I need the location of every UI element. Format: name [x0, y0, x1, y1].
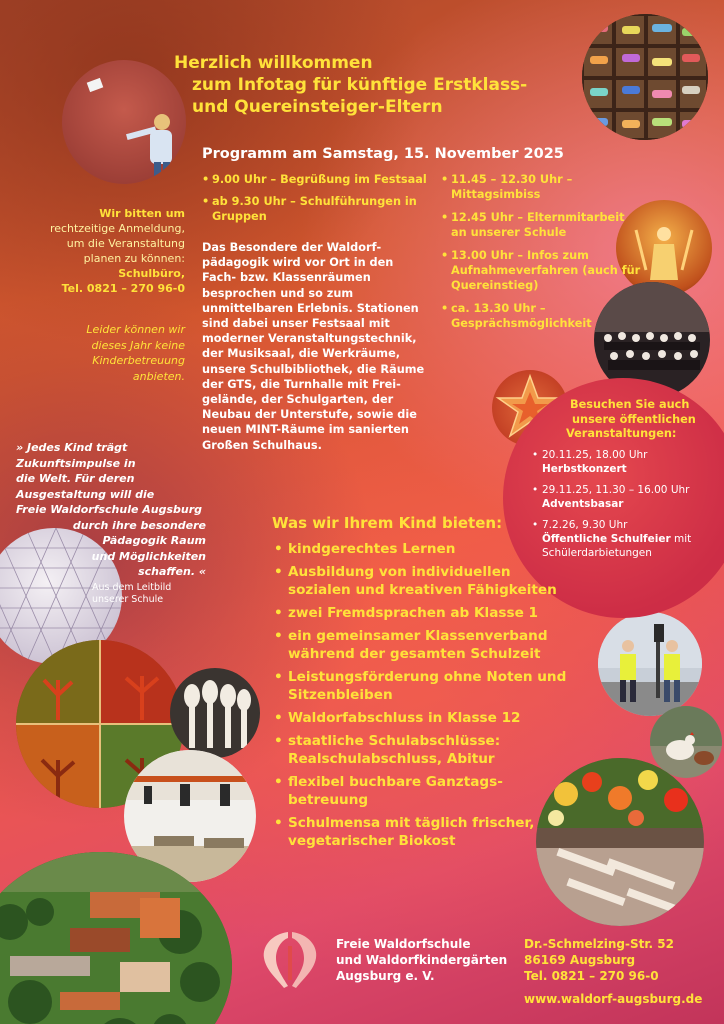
website-link[interactable]: www.waldorf-augsburg.de — [524, 992, 703, 1006]
offer-item: • staatliche Schulabschlüsse: Realschulabschluss, Abitur — [274, 732, 574, 768]
title-line-1: Herzlich willkommen — [174, 53, 373, 73]
program-item: • 13.00 Uhr – Infos zum Aufnahmeverfahren (auch für Quereinstieg) — [441, 248, 641, 293]
events-heading — [560, 398, 710, 442]
events-heading-line: Besuchen Sie auch — [570, 398, 690, 411]
offer-item: • Schulmensa mit täglich frischer, vegetarischer Biokost — [274, 814, 574, 850]
quote-line: schaffen. « — [138, 565, 206, 578]
crossing-guards-photo — [598, 612, 702, 716]
page-title — [174, 52, 527, 118]
organization-line: Augsburg e. V. — [336, 969, 435, 983]
offer-item: • Waldorfabschluss in Klasse 12 — [274, 709, 574, 727]
registration-phone: Tel. 0821 – 270 96-0 — [61, 282, 185, 295]
address-city: 86169 Augsburg — [524, 953, 636, 967]
event-date: 20.11.25, 18.00 Uhr — [542, 449, 648, 461]
organization-line: Freie Waldorfschule — [336, 937, 471, 951]
events-heading-line: unsere öffentlichen — [572, 412, 696, 426]
address-phone: Tel. 0821 – 270 96-0 — [524, 969, 659, 983]
event-title: Öffentliche Schulfeier — [542, 533, 671, 545]
offer-heading: Was wir Ihrem Kind bieten: — [272, 514, 503, 532]
organization-name — [336, 936, 526, 984]
no-childcare-line: anbieten. — [132, 369, 185, 383]
event-item — [532, 448, 712, 476]
registration-line: rechtzeitige Anmeldung, — [49, 222, 185, 235]
pastel-crayons-photo — [582, 14, 708, 140]
offer-list — [274, 540, 574, 855]
offer-item: • flexibel buchbare Ganztagsbetreuung — [274, 773, 574, 809]
offer-item: • Ausbildung von individuellen sozialen und kreativen Fähigkeiten — [274, 563, 574, 599]
title-line-2: zum Infotag für künftige Erstklass- — [192, 75, 528, 95]
registration-line: Wir bitten um — [99, 207, 185, 220]
event-title: Adventsbasar — [542, 498, 624, 510]
registration-line: planen zu können: — [83, 252, 185, 265]
quote-source-line: Aus dem Leitbild — [92, 582, 172, 593]
program-item: • ab 9.30 Uhr – Schulführungen in Gruppen — [202, 194, 427, 224]
event-extra: mit Schülerdarbietungen — [542, 533, 692, 559]
no-childcare-line: dieses Jahr keine — [91, 338, 185, 352]
quote-line: die Welt. Für deren — [16, 472, 135, 485]
quote-line: » Jedes Kind trägt — [16, 441, 128, 454]
program-item: • 12.45 Uhr – Elternmitarbeit an unserer Schule — [441, 210, 641, 240]
program-item: • ca. 13.30 Uhr – Gesprächsmöglichkeit — [441, 301, 641, 331]
program-description: Das Besondere der Waldorfpädagogik wird vor Ort in den Fach- bzw. Klassenräumen besprochen und so zum unmittelbaren Erlebnis. Stationen sind dabei unser Festsaal mit moderner Veranstaltungstechnik, der Musiksaal, die Werkräume, unsere Schulbibliothek, die Räume der GTS, die Turnhalle mit Freigelände, der Schulgarten, der Neubau der Unterstufe, sowie die neuen MINT-Räume im sanierten Großen Schulhaus. — [202, 241, 425, 452]
quote-line: Zukunftsimpulse in — [16, 456, 136, 470]
registration-line: Schulbüro, — [118, 267, 185, 280]
quote-source-line: unserer Schule — [92, 594, 164, 605]
registration-note — [30, 206, 185, 296]
event-item — [532, 483, 712, 511]
chickens-photo — [650, 706, 722, 778]
program-right-list — [441, 172, 641, 339]
title-line-3: und Quereinsteiger-Eltern — [192, 97, 443, 117]
address-street: Dr.-Schmelzing-Str. 52 — [524, 937, 674, 951]
event-date: 29.11.25, 11.30 – 16.00 Uhr — [542, 484, 690, 496]
quote-line: Pädagogik Raum — [102, 534, 206, 547]
no-childcare-note — [30, 322, 185, 384]
offer-item: • zwei Fremdsprachen ab Klasse 1 — [274, 604, 574, 622]
program-item: • 9.00 Uhr – Begrüßung im Festsaal — [202, 172, 427, 187]
school-logo-icon — [258, 928, 322, 990]
event-date: 7.2.26, 9.30 Uhr — [542, 519, 628, 531]
mission-quote — [16, 440, 206, 580]
events-heading-line: Veranstaltungen: — [566, 427, 677, 440]
offer-item: • kindgerechtes Lernen — [274, 540, 574, 558]
program-heading: Programm am Samstag, 15. November 2025 — [202, 146, 564, 162]
program-left-list — [202, 172, 427, 231]
quote-line: durch ihre besondere — [72, 518, 206, 532]
offer-item: • Leistungsförderung ohne Noten und Sitzenbleiben — [274, 668, 574, 704]
quote-source — [92, 582, 192, 606]
wooden-spoons-photo — [170, 668, 260, 758]
registration-line: um die Veranstaltung — [66, 237, 185, 250]
quote-line: und Möglichkeiten — [91, 549, 206, 563]
child-throwing-photo — [62, 60, 186, 184]
offer-item: • ein gemeinsamer Klassenverband während der gesamten Schulzeit — [274, 627, 574, 663]
no-childcare-line: Kinderbetreuung — [92, 354, 185, 367]
event-title: Herbstkonzert — [542, 463, 627, 475]
no-childcare-line: Leider können wir — [86, 323, 185, 336]
quote-line: Freie Waldorfschule Augsburg — [16, 503, 203, 516]
contact-address — [524, 936, 714, 984]
program-item: • 11.45 – 12.30 Uhr – Mittagsimbiss — [441, 172, 641, 202]
quote-line: Ausgestaltung will die — [16, 487, 155, 501]
organization-line: und Waldorfkindergärten — [336, 953, 508, 967]
